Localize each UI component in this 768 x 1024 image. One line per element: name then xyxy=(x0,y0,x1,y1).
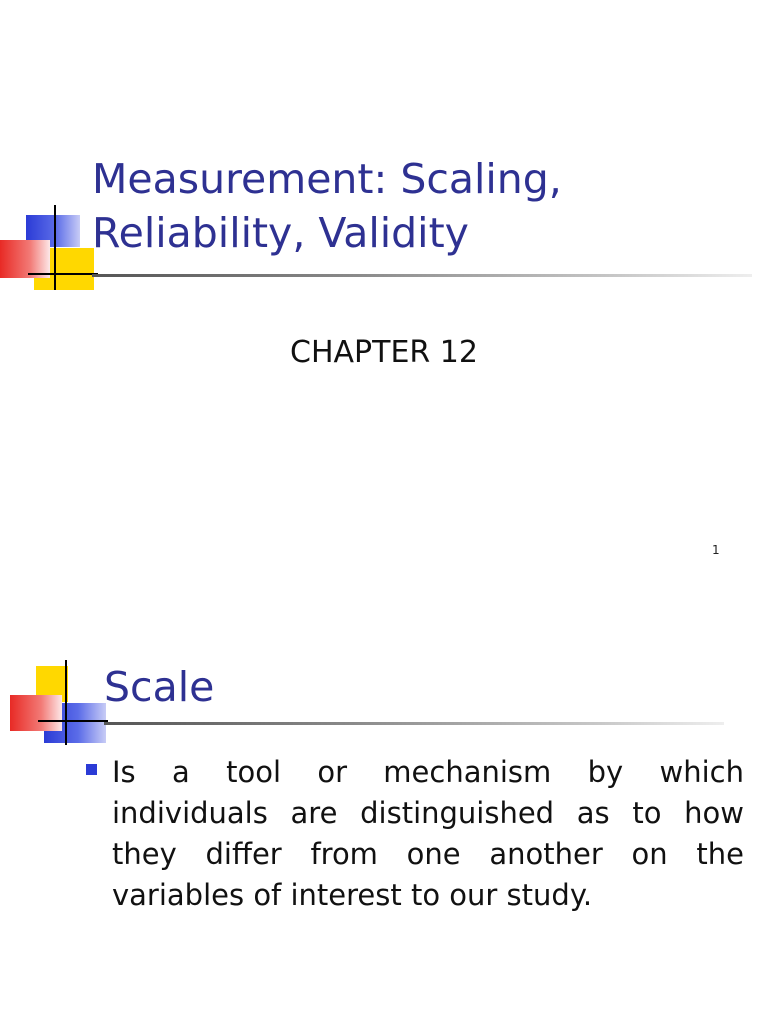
square-bullet-icon xyxy=(86,764,97,775)
title-divider xyxy=(104,722,724,725)
slide-2-title: Scale xyxy=(104,663,215,711)
chapter-label: CHAPTER 12 xyxy=(290,335,478,370)
slide-1-title: Measurement: Scaling, Reliability, Validity xyxy=(92,155,562,257)
bullet-text: Is a tool or mechanism by which individuals are distinguished as to how they differ from one another on the variables of interest to our study. xyxy=(112,755,744,912)
title-divider xyxy=(92,274,752,277)
page-number: 1 xyxy=(712,543,720,557)
list-item xyxy=(84,752,744,916)
bullet-list xyxy=(84,752,744,916)
